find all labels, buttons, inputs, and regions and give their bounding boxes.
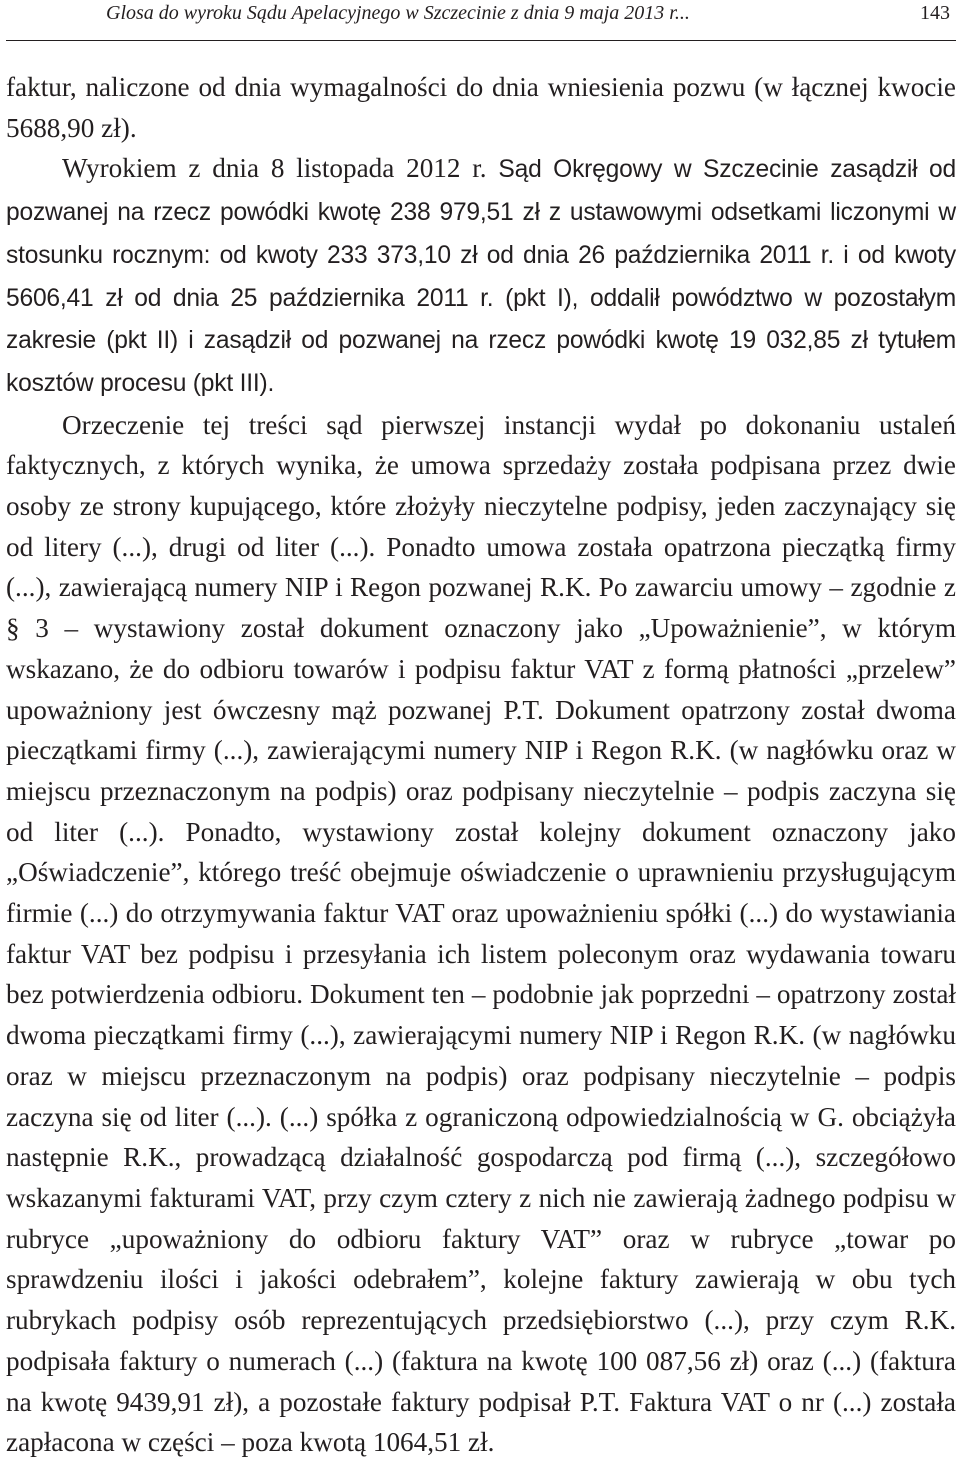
paragraph-findings: Orzeczenie tej treści sąd pierwszej instancji wydał po dokonaniu ustaleń faktycznych, z których wynika, że umowa sprzedaży została podpisana przez dwie osoby ze strony kupującego, które złożyły nieczytelne podpisy, jeden zaczynający się od litery (...), drugi od liter (...). Ponadto umowa została opatrzona pieczątką firmy (...), zawierającą numery NIP i Regon pozwanej R.K. Po zawarciu umowy – zgodnie z § 3 – wystawiony został dokument oznaczony jako „Upoważnienie”, w którym wskazano, że do odbioru towarów i podpisu faktur VAT z formą płatności „przelew” upoważniony jest ówczesny mąż pozwanej P.T. Dokument opatrzony został dwoma pieczątkami firmy (...), zawierającymi numery NIP i Regon R.K. (w nagłówku oraz w miejscu przeznaczonym na podpis) oraz podpisany nieczytelnie – podpis zaczyna się od liter (...). Ponadto, wystawiony został kolejny dokument oznaczony jako „Oświadczenie”, którego treść obejmuje oświadczenie o uprawnieniu przysługującym firmie (...) do otrzymywania faktur VAT oraz upoważnieniu spółki (...) do wystawiania faktur VAT bez podpisu i przesyłania ich listem poleconym oraz wydawania towaru bez potwierdzenia odbioru. Dokument ten – podobnie jak poprzedni – opatrzony został dwoma pieczątkami firmy (...), zawierającymi numery NIP i Regon R.K. (w nagłówku oraz w miejscu przeznaczonym na podpis) oraz podpisany nieczytelnie – podpis zaczyna się od liter (...). (...) spółka z ograniczoną odpowiedzialnością w G. obciążyła następnie R.K., prowadzącą działalność gospodarczą pod firmą (...), szczegółowo wskazanymi fakturami VAT, przy czym cztery z nich nie zawierają żadnego podpisu w rubryce „upoważniony do odbioru faktury VAT” oraz w rubryce „towar po sprawdzeniu ilości i jakości odebrałem”, kolejne faktury zawierają w obu tych rubrykach podpisy osób reprezentujących przedsiębiorstwo (...), przy czym R.K. podpisała faktury o numerach (...) (faktura na kwotę 100 087,56 zł) oraz (...) (faktura na kwotę 9439,91 zł), a pozostałe faktury podpisał P.T. Faktura VAT o nr (...) została zapłacona w części – poza kwotą 1064,51 zł. (6, 409, 956, 1458)
paragraph-continued: faktur, naliczone od dnia wymagalności do dnia wniesienia pozwu (w łącznej kwocie 5688,90 zł). (6, 72, 956, 143)
running-header (6, 0, 956, 41)
paragraph-lead: Wyrokiem z dnia 8 listopada 2012 r. (62, 153, 487, 184)
paragraph-sans-text: Sąd Okręgowy w Szczecinie zasądził od pozwanej na rzecz powódki kwotę 238 979,51 zł z ustawowymi odsetkami liczonymi w stosunku rocznym: od kwoty 233 373,10 zł od dnia 26 października 2011 r. i od kwoty 5606,41 zł od dnia 25 października 2011 r. (pkt I), oddalił powództwo w pozostałym zakresie (pkt II) i zasądził od pozwanej na rzecz powódki kwotę 19 032,85 zł tytułem kosztów procesu (pkt III). (6, 156, 957, 397)
page-number: 143 (920, 2, 950, 24)
paragraph-judgment (6, 148, 956, 404)
running-title: Glosa do wyroku Sądu Apelacyjnego w Szczecinie z dnia 9 maja 2013 r... (106, 2, 690, 24)
body-text (6, 67, 956, 1463)
